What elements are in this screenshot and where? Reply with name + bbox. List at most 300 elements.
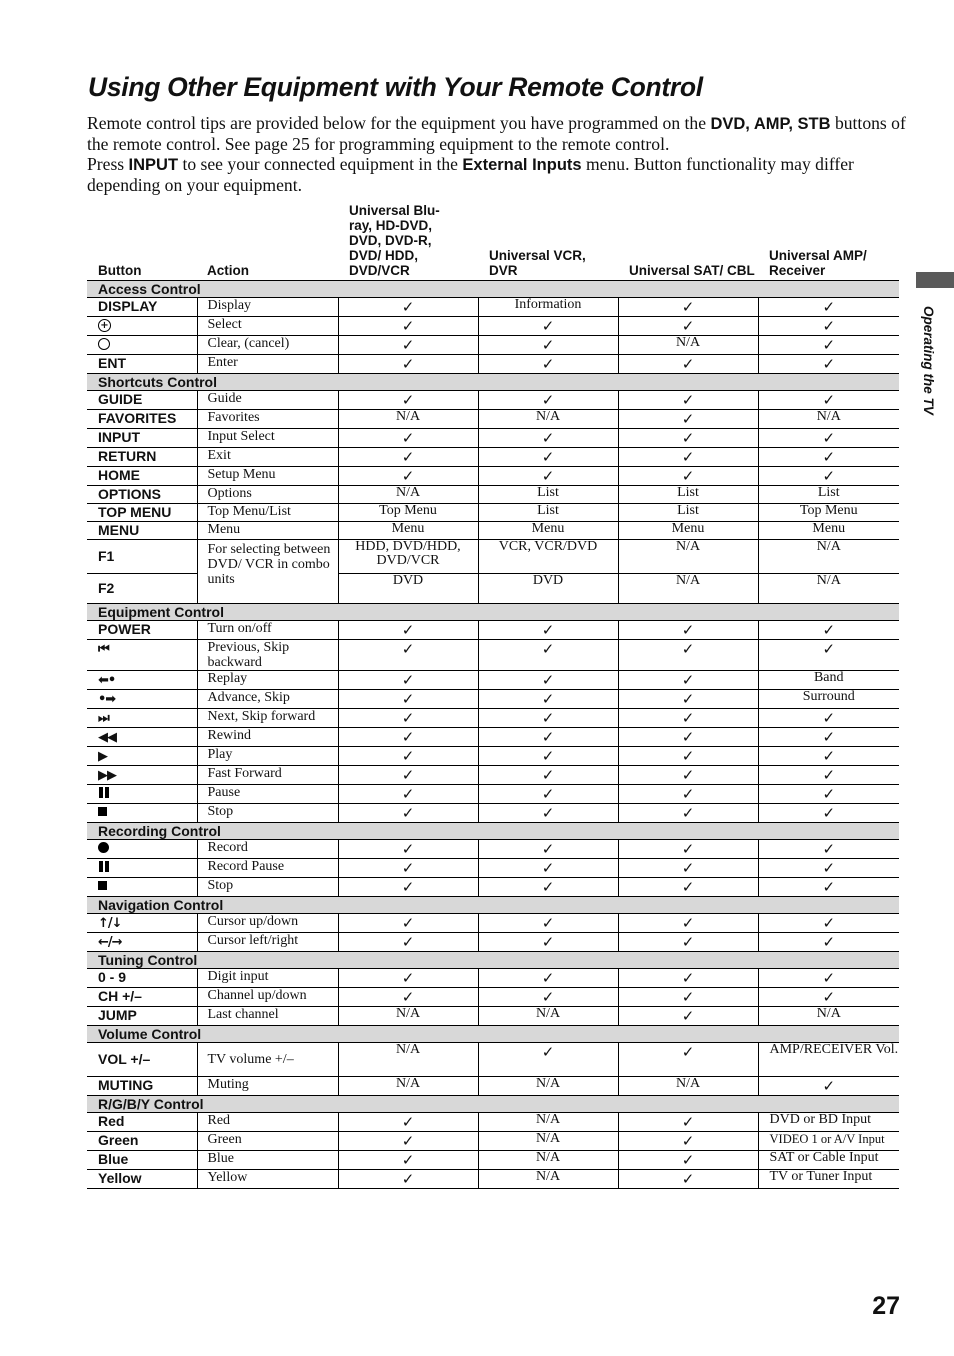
- value-sat-cbl: N/A: [618, 573, 758, 603]
- button-icon-cell: [87, 877, 197, 896]
- check-mark-icon: ✓: [681, 746, 695, 765]
- action-label: Red: [197, 1112, 338, 1131]
- value-sat-cbl: [618, 1112, 758, 1131]
- clear-circle-icon: [98, 338, 110, 350]
- value-amp-receiver: [758, 858, 899, 877]
- value-vcr-dvr: N/A: [478, 1169, 618, 1188]
- value-vcr-dvr: [478, 639, 618, 670]
- button-name: POWER: [87, 620, 197, 639]
- value-vcr-dvr: [478, 670, 618, 689]
- check-mark-icon: ✓: [822, 803, 836, 822]
- value-amp-receiver: Surround: [758, 689, 899, 708]
- value-amp-receiver: SAT or Cable Input: [758, 1150, 899, 1169]
- value-sat-cbl: [618, 409, 758, 428]
- check-mark-icon: ✓: [681, 639, 695, 658]
- value-vcr-dvr: [478, 932, 618, 951]
- table-row: [87, 670, 899, 689]
- value-bluray-dvd: [338, 670, 478, 689]
- value-bluray-dvd: [338, 839, 478, 858]
- value-bluray-dvd: [338, 639, 478, 670]
- value-bluray-dvd: [338, 1150, 478, 1169]
- value-bluray-dvd: [338, 1112, 478, 1131]
- check-mark-icon: ✓: [822, 428, 836, 447]
- section-title: Equipment Control: [87, 603, 899, 620]
- action-label: Record: [197, 839, 338, 858]
- value-vcr-dvr: N/A: [478, 1076, 618, 1095]
- table-row: [87, 428, 899, 447]
- value-bluray-dvd: [338, 765, 478, 784]
- value-sat-cbl: N/A: [618, 1076, 758, 1095]
- check-mark-icon: ✓: [401, 1112, 415, 1131]
- check-mark-icon: ✓: [401, 316, 415, 335]
- advance-icon: •➡: [98, 691, 116, 707]
- check-mark-icon: ✓: [681, 803, 695, 822]
- action-label: Fast Forward: [197, 765, 338, 784]
- value-amp-receiver: DVD or BD Input: [758, 1112, 899, 1131]
- check-mark-icon: ✓: [401, 466, 415, 485]
- check-mark-icon: ✓: [822, 335, 836, 354]
- check-mark-icon: ✓: [401, 987, 415, 1006]
- value-amp-receiver: [758, 727, 899, 746]
- action-label: Options: [197, 485, 338, 503]
- action-label: Clear, (cancel): [197, 335, 338, 354]
- value-bluray-dvd: [338, 466, 478, 485]
- value-amp-receiver: [758, 447, 899, 466]
- button-name: RETURN: [87, 447, 197, 466]
- table-row: [87, 466, 899, 485]
- value-vcr-dvr: [478, 987, 618, 1006]
- value-vcr-dvr: [478, 784, 618, 803]
- button-name: Blue: [87, 1150, 197, 1169]
- value-amp-receiver: [758, 708, 899, 727]
- table-row: [87, 1042, 899, 1076]
- value-vcr-dvr: [478, 335, 618, 354]
- value-bluray-dvd: N/A: [338, 1006, 478, 1025]
- value-amp-receiver: AMP/RECEIVER Vol.: [758, 1042, 899, 1076]
- check-mark-icon: ✓: [541, 968, 555, 987]
- check-mark-icon: ✓: [681, 297, 695, 316]
- value-amp-receiver: [758, 466, 899, 485]
- value-vcr-dvr: Menu: [478, 521, 618, 539]
- section-title: R/G/B/Y Control: [87, 1095, 899, 1112]
- check-mark-icon: ✓: [822, 727, 836, 746]
- check-mark-icon: ✓: [401, 390, 415, 409]
- button-name: TOP MENU: [87, 503, 197, 521]
- action-label: Exit: [197, 447, 338, 466]
- check-mark-icon: ✓: [681, 1169, 695, 1188]
- table-row: [87, 1112, 899, 1131]
- section-header-recording-control: [87, 822, 899, 839]
- value-sat-cbl: [618, 858, 758, 877]
- value-sat-cbl: [618, 447, 758, 466]
- button-name: JUMP: [87, 1006, 197, 1025]
- value-sat-cbl: N/A: [618, 539, 758, 573]
- table-row: [87, 803, 899, 822]
- check-mark-icon: ✓: [681, 1131, 695, 1150]
- intro-keyword: External Inputs: [462, 156, 582, 174]
- check-mark-icon: ✓: [681, 877, 695, 896]
- value-vcr-dvr: N/A: [478, 1112, 618, 1131]
- table-row: [87, 913, 899, 932]
- button-icon-cell: [87, 746, 197, 765]
- button-name: Green: [87, 1131, 197, 1150]
- check-mark-icon: ✓: [401, 968, 415, 987]
- value-amp-receiver: VIDEO 1 or A/V Input: [758, 1131, 899, 1150]
- value-bluray-dvd: [338, 689, 478, 708]
- action-label: Digit input: [197, 968, 338, 987]
- table-row: [87, 858, 899, 877]
- table-row: [87, 968, 899, 987]
- replay-icon: ⬅•: [98, 672, 116, 688]
- button-name: HOME: [87, 466, 197, 485]
- intro-text-run: to see your connected equipment in the: [178, 154, 463, 174]
- value-sat-cbl: [618, 428, 758, 447]
- table-row: [87, 521, 899, 539]
- action-label: Record Pause: [197, 858, 338, 877]
- check-mark-icon: ✓: [541, 1042, 555, 1061]
- check-mark-icon: ✓: [681, 409, 695, 428]
- section-header-navigation-control: [87, 896, 899, 913]
- value-sat-cbl: [618, 354, 758, 373]
- pause-icon: [98, 861, 110, 872]
- check-mark-icon: ✓: [822, 932, 836, 951]
- value-sat-cbl: [618, 746, 758, 765]
- check-mark-icon: ✓: [681, 839, 695, 858]
- check-mark-icon: ✓: [401, 447, 415, 466]
- value-amp-receiver: [758, 639, 899, 670]
- check-mark-icon: ✓: [401, 803, 415, 822]
- table-row: [87, 485, 899, 503]
- value-sat-cbl: [618, 987, 758, 1006]
- button-icon-cell: [87, 689, 197, 708]
- value-amp-receiver: [758, 335, 899, 354]
- table-row: [87, 620, 899, 639]
- value-amp-receiver: [758, 839, 899, 858]
- check-mark-icon: ✓: [541, 466, 555, 485]
- check-mark-icon: ✓: [541, 428, 555, 447]
- check-mark-icon: ✓: [681, 466, 695, 485]
- action-label: Turn on/off: [197, 620, 338, 639]
- check-mark-icon: ✓: [541, 708, 555, 727]
- check-mark-icon: ✓: [822, 708, 836, 727]
- value-sat-cbl: [618, 390, 758, 409]
- button-icon-cell: [87, 839, 197, 858]
- button-name: OPTIONS: [87, 485, 197, 503]
- action-label: Rewind: [197, 727, 338, 746]
- value-amp-receiver: [758, 428, 899, 447]
- value-vcr-dvr: VCR, VCR/DVD: [478, 539, 618, 573]
- value-vcr-dvr: [478, 447, 618, 466]
- check-mark-icon: ✓: [822, 297, 836, 316]
- check-mark-icon: ✓: [401, 1131, 415, 1150]
- value-amp-receiver: [758, 803, 899, 822]
- value-vcr-dvr: [478, 913, 618, 932]
- check-mark-icon: ✓: [541, 335, 555, 354]
- value-vcr-dvr: DVD: [478, 573, 618, 603]
- value-vcr-dvr: [478, 428, 618, 447]
- value-sat-cbl: [618, 803, 758, 822]
- button-name: INPUT: [87, 428, 197, 447]
- check-mark-icon: ✓: [822, 447, 836, 466]
- section-header-equipment-control: [87, 603, 899, 620]
- value-bluray-dvd: [338, 987, 478, 1006]
- value-sat-cbl: [618, 670, 758, 689]
- check-mark-icon: ✓: [401, 932, 415, 951]
- section-header-access-control: [87, 280, 899, 297]
- value-sat-cbl: [618, 639, 758, 670]
- play-icon: ▶: [98, 748, 107, 764]
- value-sat-cbl: [618, 1006, 758, 1025]
- table-row: [87, 1169, 899, 1188]
- value-amp-receiver: [758, 784, 899, 803]
- check-mark-icon: ✓: [822, 466, 836, 485]
- action-label: TV volume +/–: [197, 1042, 338, 1076]
- value-vcr-dvr: [478, 803, 618, 822]
- section-side-label: Operating the TV: [921, 306, 936, 415]
- value-bluray-dvd: [338, 428, 478, 447]
- table-row: [87, 1150, 899, 1169]
- table-row: [87, 746, 899, 765]
- section-title: Tuning Control: [87, 951, 899, 968]
- check-mark-icon: ✓: [401, 858, 415, 877]
- header-bluray-dvd: Universal Blu-ray, HD-DVD, DVD, DVD-R, DVD/ HDD, DVD/VCR: [338, 199, 478, 280]
- value-sat-cbl: [618, 1150, 758, 1169]
- value-bluray-dvd: [338, 932, 478, 951]
- check-mark-icon: ✓: [401, 727, 415, 746]
- value-sat-cbl: [618, 727, 758, 746]
- value-sat-cbl: N/A: [618, 335, 758, 354]
- check-mark-icon: ✓: [822, 839, 836, 858]
- intro-keyword: DVD, AMP, STB: [710, 115, 831, 133]
- header-amp-receiver: Universal AMP/ Receiver: [758, 199, 899, 280]
- action-label: Yellow: [197, 1169, 338, 1188]
- check-mark-icon: ✓: [541, 390, 555, 409]
- action-label: Cursor up/down: [197, 913, 338, 932]
- value-bluray-dvd: DVD: [338, 573, 478, 603]
- check-mark-icon: ✓: [822, 316, 836, 335]
- check-mark-icon: ✓: [541, 932, 555, 951]
- check-mark-icon: ✓: [541, 765, 555, 784]
- cursor-up-down-icon: ↑/↓: [98, 915, 122, 931]
- action-label: Enter: [197, 354, 338, 373]
- check-mark-icon: ✓: [401, 746, 415, 765]
- check-mark-icon: ✓: [681, 1042, 695, 1061]
- value-bluray-dvd: [338, 913, 478, 932]
- action-label: Pause: [197, 784, 338, 803]
- value-bluray-dvd: [338, 297, 478, 316]
- value-sat-cbl: List: [618, 485, 758, 503]
- action-label: Advance, Skip: [197, 689, 338, 708]
- value-sat-cbl: [618, 466, 758, 485]
- value-vcr-dvr: N/A: [478, 1131, 618, 1150]
- intro-text-run: buttons of the remote control. See page 25 for programming equipment to the remote control.: [87, 113, 906, 154]
- rewind-icon: ◀◀: [98, 729, 116, 745]
- check-mark-icon: ✓: [541, 316, 555, 335]
- skip-backward-icon: ⏮: [98, 641, 109, 657]
- action-label: Previous, Skip backward: [197, 639, 338, 670]
- intro-keyword: INPUT: [128, 156, 179, 174]
- action-label: Setup Menu: [197, 466, 338, 485]
- check-mark-icon: ✓: [681, 987, 695, 1006]
- button-name: ENT: [87, 354, 197, 373]
- button-icon-cell: [87, 803, 197, 822]
- table-row: [87, 639, 899, 670]
- check-mark-icon: ✓: [681, 1112, 695, 1131]
- value-vcr-dvr: [478, 858, 618, 877]
- value-vcr-dvr: [478, 708, 618, 727]
- check-mark-icon: ✓: [401, 335, 415, 354]
- value-bluray-dvd: [338, 390, 478, 409]
- table-row: [87, 316, 899, 335]
- header-sat-cbl: Universal SAT/ CBL: [618, 199, 758, 280]
- action-label: Top Menu/List: [197, 503, 338, 521]
- table-row: [87, 539, 899, 573]
- value-vcr-dvr: [478, 689, 618, 708]
- check-mark-icon: ✓: [541, 670, 555, 689]
- check-mark-icon: ✓: [541, 689, 555, 708]
- check-mark-icon: ✓: [401, 639, 415, 658]
- action-label: Display: [197, 297, 338, 316]
- button-icon-cell: [87, 316, 197, 335]
- value-sat-cbl: [618, 297, 758, 316]
- check-mark-icon: ✓: [681, 708, 695, 727]
- value-amp-receiver: TV or Tuner Input: [758, 1169, 899, 1188]
- table-row: [87, 409, 899, 428]
- action-label: Blue: [197, 1150, 338, 1169]
- value-bluray-dvd: [338, 727, 478, 746]
- value-amp-receiver: Menu: [758, 521, 899, 539]
- check-mark-icon: ✓: [401, 1169, 415, 1188]
- action-label: Stop: [197, 877, 338, 896]
- value-amp-receiver: N/A: [758, 1006, 899, 1025]
- action-label: Next, Skip forward: [197, 708, 338, 727]
- value-amp-receiver: [758, 877, 899, 896]
- table-row: [87, 708, 899, 727]
- check-mark-icon: ✓: [822, 987, 836, 1006]
- value-amp-receiver: N/A: [758, 409, 899, 428]
- action-label: Green: [197, 1131, 338, 1150]
- value-sat-cbl: [618, 968, 758, 987]
- table-header-row: [87, 199, 899, 280]
- value-bluray-dvd: [338, 746, 478, 765]
- value-amp-receiver: [758, 620, 899, 639]
- pause-icon: [98, 787, 110, 798]
- table-row: [87, 447, 899, 466]
- check-mark-icon: ✓: [822, 746, 836, 765]
- check-mark-icon: ✓: [681, 316, 695, 335]
- check-mark-icon: ✓: [541, 877, 555, 896]
- table-row: [87, 1076, 899, 1095]
- value-vcr-dvr: [478, 466, 618, 485]
- value-bluray-dvd: [338, 784, 478, 803]
- value-bluray-dvd: [338, 708, 478, 727]
- table-row: [87, 354, 899, 373]
- check-mark-icon: ✓: [681, 968, 695, 987]
- section-title: Shortcuts Control: [87, 373, 899, 390]
- value-sat-cbl: List: [618, 503, 758, 521]
- intro-text-run: Remote control tips are provided below for the equipment you have programmed on the: [87, 113, 711, 133]
- button-icon-cell: [87, 765, 197, 784]
- action-label: Menu: [197, 521, 338, 539]
- check-mark-icon: ✓: [541, 784, 555, 803]
- value-sat-cbl: [618, 877, 758, 896]
- section-header-tuning-control: [87, 951, 899, 968]
- button-icon-cell: [87, 932, 197, 951]
- action-label: Stop: [197, 803, 338, 822]
- value-vcr-dvr: [478, 968, 618, 987]
- action-label: Muting: [197, 1076, 338, 1095]
- check-mark-icon: ✓: [541, 913, 555, 932]
- value-amp-receiver: N/A: [758, 573, 899, 603]
- value-vcr-dvr: Information: [478, 297, 618, 316]
- check-mark-icon: ✓: [541, 858, 555, 877]
- check-mark-icon: ✓: [822, 784, 836, 803]
- value-amp-receiver: [758, 316, 899, 335]
- table-row: [87, 877, 899, 896]
- check-mark-icon: ✓: [541, 727, 555, 746]
- value-bluray-dvd: [338, 858, 478, 877]
- table-row: [87, 335, 899, 354]
- value-vcr-dvr: [478, 765, 618, 784]
- section-header-volume-control: [87, 1025, 899, 1042]
- value-amp-receiver: List: [758, 485, 899, 503]
- check-mark-icon: ✓: [401, 913, 415, 932]
- button-icon-cell: [87, 858, 197, 877]
- value-vcr-dvr: [478, 877, 618, 896]
- stop-icon: [98, 881, 107, 890]
- action-label: Input Select: [197, 428, 338, 447]
- value-sat-cbl: [618, 839, 758, 858]
- table-row: [87, 839, 899, 858]
- button-name: MENU: [87, 521, 197, 539]
- check-mark-icon: ✓: [822, 354, 836, 373]
- button-name: F2: [87, 573, 197, 603]
- check-mark-icon: ✓: [681, 620, 695, 639]
- action-label: Channel up/down: [197, 987, 338, 1006]
- check-mark-icon: ✓: [681, 447, 695, 466]
- check-mark-icon: ✓: [401, 620, 415, 639]
- value-amp-receiver: [758, 746, 899, 765]
- check-mark-icon: ✓: [541, 839, 555, 858]
- value-bluray-dvd: [338, 1169, 478, 1188]
- check-mark-icon: ✓: [401, 297, 415, 316]
- value-vcr-dvr: [478, 316, 618, 335]
- section-title: Volume Control: [87, 1025, 899, 1042]
- check-mark-icon: ✓: [401, 784, 415, 803]
- check-mark-icon: ✓: [822, 620, 836, 639]
- section-tab-marker: [916, 272, 954, 288]
- table-row: [87, 765, 899, 784]
- value-vcr-dvr: [478, 746, 618, 765]
- check-mark-icon: ✓: [822, 390, 836, 409]
- check-mark-icon: ✓: [822, 765, 836, 784]
- action-label: Cursor left/right: [197, 932, 338, 951]
- value-vcr-dvr: [478, 727, 618, 746]
- value-bluray-dvd: N/A: [338, 409, 478, 428]
- value-vcr-dvr: N/A: [478, 409, 618, 428]
- button-icon-cell: [87, 335, 197, 354]
- check-mark-icon: ✓: [401, 708, 415, 727]
- check-mark-icon: ✓: [822, 1076, 836, 1095]
- page-number: 27: [872, 1292, 900, 1320]
- value-sat-cbl: [618, 316, 758, 335]
- value-bluray-dvd: [338, 968, 478, 987]
- value-amp-receiver: [758, 913, 899, 932]
- button-name: FAVORITES: [87, 409, 197, 428]
- check-mark-icon: ✓: [681, 858, 695, 877]
- check-mark-icon: ✓: [401, 354, 415, 373]
- check-mark-icon: ✓: [541, 639, 555, 658]
